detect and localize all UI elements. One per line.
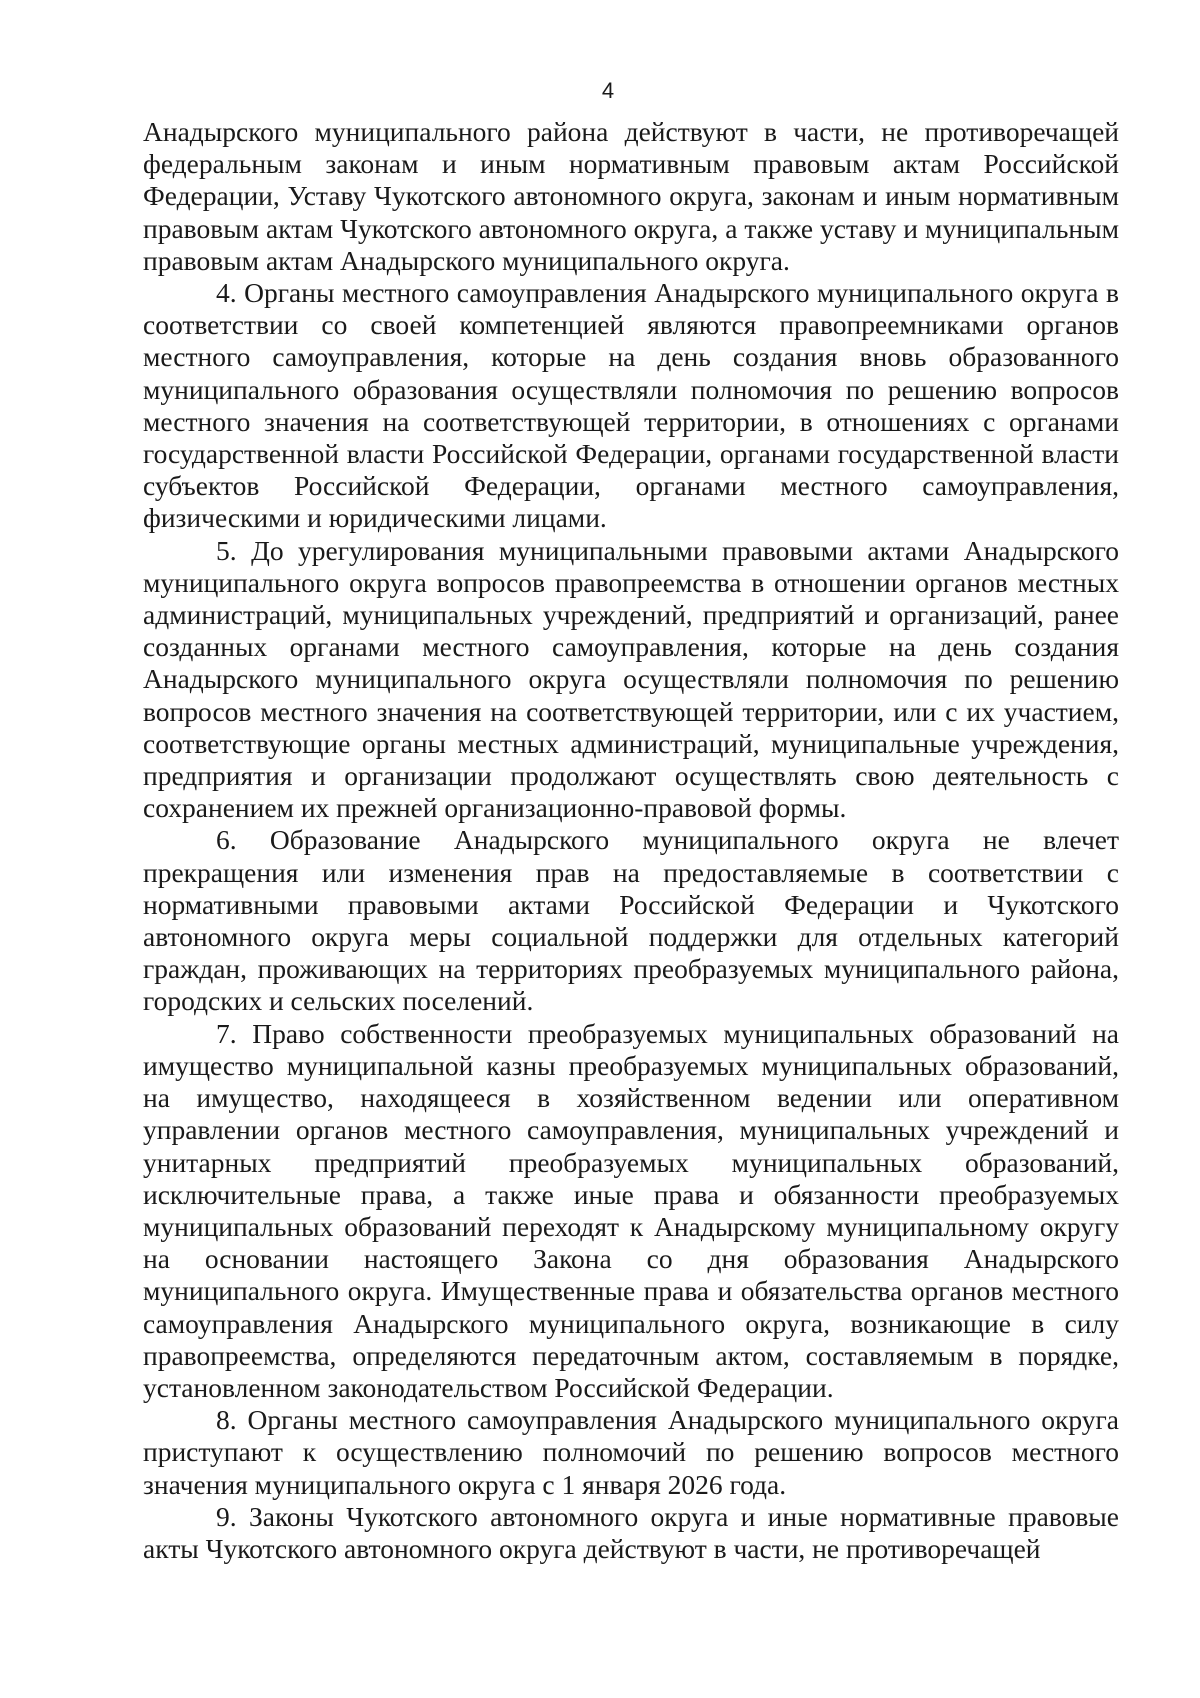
- page-number: 4: [601, 78, 615, 103]
- paragraph-item-8: 8. Органы местного самоуправления Анадырского муниципального округа приступают к осуществлению полномочий по решению вопросов местного значения муниципального округа с 1 января 2026 года.: [143, 1404, 1119, 1500]
- paragraph-item-4: 4. Органы местного самоуправления Анадырского муниципального округа в соответствии со своей компетенцией являются правопреемниками органов местного самоуправления, которые на день создания вновь образованного муниципального образования осуществляли полномочия по решению вопросов местного значения на соответствующей территории, в отношениях с органами государственной власти Российской Федерации, органами государственной власти субъектов Российской Федерации, органами местного самоуправления, физическими и юридическими лицами.: [143, 277, 1119, 534]
- paragraph-continuation: Анадырского муниципального района действуют в части, не противоречащей федеральным законам и иным нормативным правовым актам Российской Федерации, Уставу Чукотского автономного округа, законам и иным нормативным правовым актам Чукотского автономного округа, а также уставу и муниципальным правовым актам Анадырского муниципального округа.: [143, 116, 1119, 276]
- paragraph-item-7: 7. Право собственности преобразуемых муниципальных образований на имущество муниципальной казны преобразуемых муниципальных образований, на имущество, находящееся в хозяйственном ведении или оперативном управлении органов местного самоуправления, муниципальных учреждений и унитарных предприятий преобразуемых муниципальных образований, исключительные права, а также иные права и обязанности преобразуемых муниципальных образований переходят к Анадырскому муниципальному округу на основании настоящего Закона со дня образования Анадырского муниципального округа. Имущественные права и обязательства органов местного самоуправления Анадырского муниципального округа, возникающие в силу правопреемства, определяются передаточным актом, составляемым в порядке, установленном законодательством Российской Федерации.: [143, 1017, 1119, 1403]
- paragraph-item-5: 5. До урегулирования муниципальными правовыми актами Анадырского муниципального округа вопросов правопреемства в отношении органов местных администраций, муниципальных учреждений, предприятий и организаций, ранее созданных органами местного самоуправления, которые на день создания Анадырского муниципального округа осуществляли полномочия по решению вопросов местного значения на соответствующей территории, или с их участием, соответствующие органы местных администраций, муниципальные учреждения, предприятия и организации продолжают осуществлять свою деятельность с сохранением их прежней организационно-правовой формы.: [143, 534, 1119, 824]
- paragraph-item-9: 9. Законы Чукотского автономного округа и иные нормативные правовые акты Чукотского автономного округа действуют в части, не противоречащей: [143, 1500, 1119, 1564]
- document-body: [143, 116, 1119, 1565]
- paragraph-item-6: 6. Образование Анадырского муниципального округа не влечет прекращения или изменения прав на предоставляемые в соответствии с нормативными правовыми актами Российской Федерации и Чукотского автономного округа меры социальной поддержки для отдельных категорий граждан, проживающих на территориях преобразуемых муниципального района, городских и сельских поселений.: [143, 824, 1119, 1017]
